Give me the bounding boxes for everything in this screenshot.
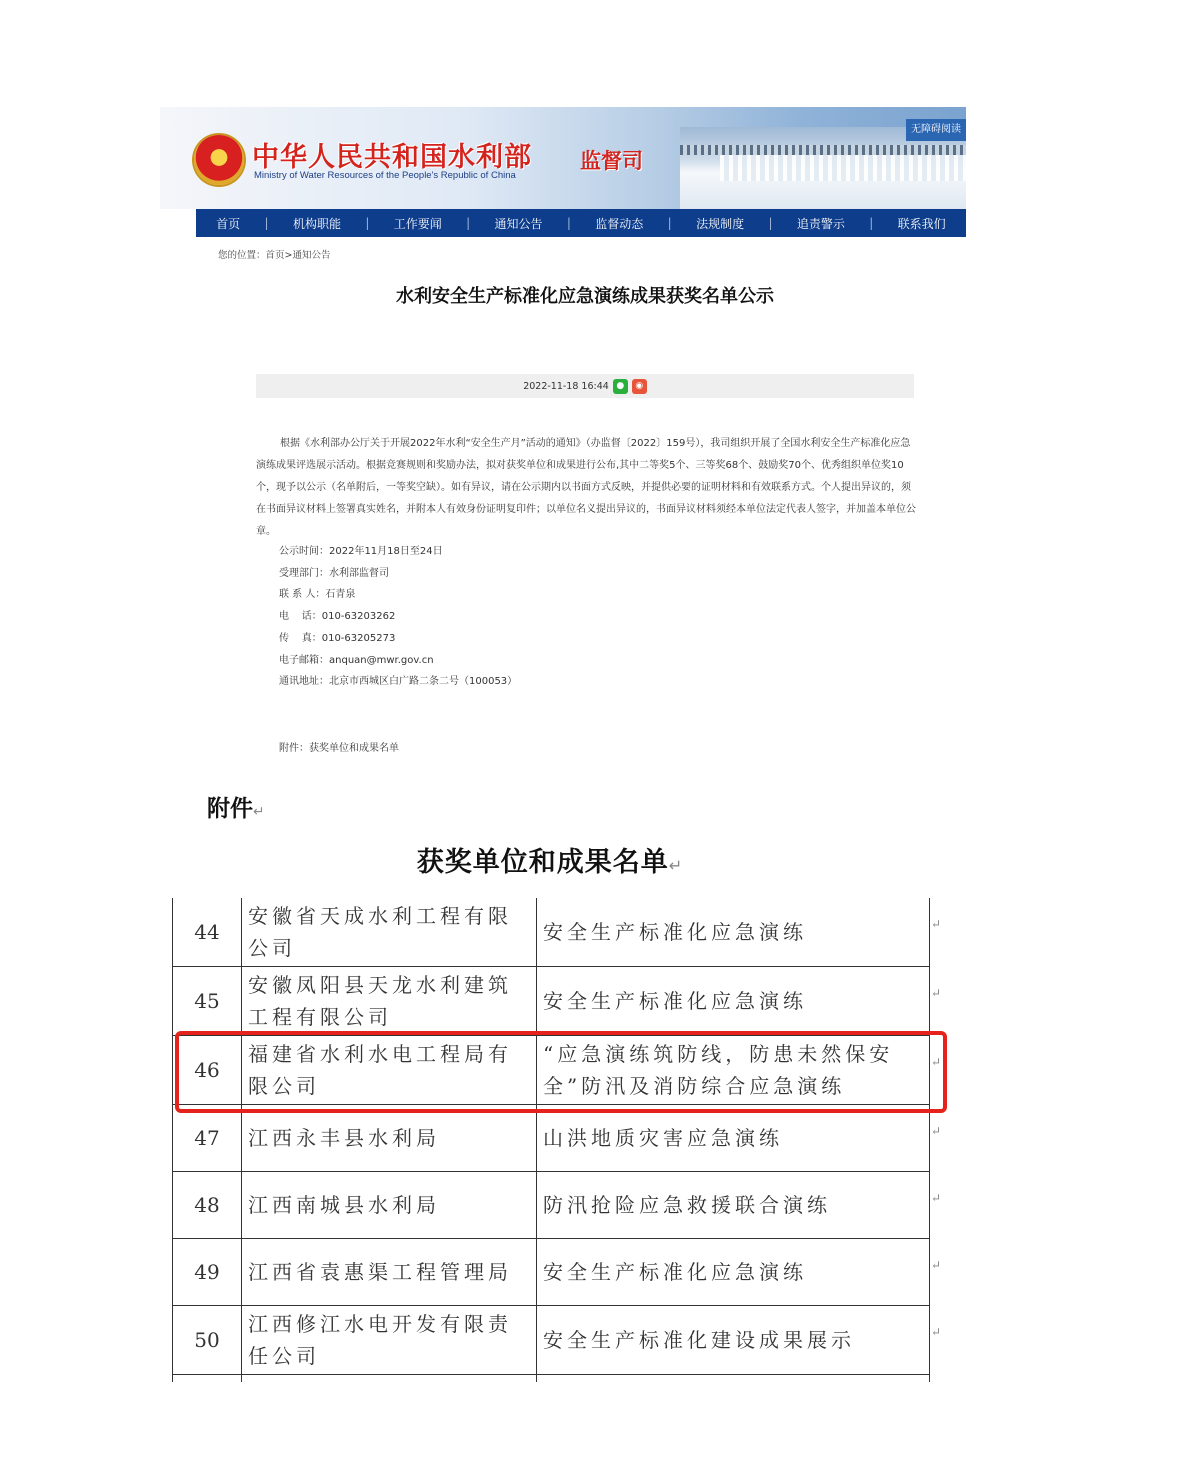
attachment-link[interactable]: 附件：获奖单位和成果名单 [279, 743, 399, 754]
paragraph-mark-icon: ↵ [253, 804, 265, 820]
paragraph-mark-icon: ↵ [668, 856, 684, 875]
info-fax: 传 真：010-63205273 [279, 632, 396, 644]
row-achievement-text: 安全生产标准化应急演练 [543, 920, 807, 944]
nav-item-accountability[interactable]: 追责警示 [796, 216, 845, 231]
nav-item-notices[interactable]: 通知公告 [494, 216, 543, 231]
contact-info-list [279, 541, 517, 693]
row-number: 45 [173, 967, 242, 1036]
row-end-mark-icon: ↵ [930, 986, 945, 1000]
table-row [173, 1105, 930, 1172]
article-body [256, 433, 916, 543]
article-meta-bar [256, 374, 914, 398]
row-achievement [537, 898, 945, 967]
row-end-mark-icon: ↵ [930, 1055, 945, 1069]
info-email: 电子邮箱：anquan@mwr.gov.cn [279, 654, 434, 666]
attachment-label-text: 附件 [207, 796, 253, 822]
nav-separator: | [869, 216, 874, 230]
article-paragraph: 根据《水利部办公厅关于开展2022年水利“安全生产月”活动的通知》（办监督〔2022〕159号），我司组织开展了全国水利安全生产标准化应急演练成果评选展示活动。根据竞赛规则和奖励办法，拟对获奖单位和成果进行公布,其中二等奖5个、三等奖68个、鼓励奖70个、优秀组织单位奖10个，现予以公示（名单附后，一等奖空缺）。如有异议，请在公示期内以书面方式反映，并提供必要的证明材料和有效联系方式。个人提出异议的，须在书面异议材料上签署真实姓名，并附本人有效身份证明复印件；以单位名义提出异议的，书面异议材料须经本单位法定代表人签字，并加盖本单位公章。 [256, 438, 916, 537]
nav-item-home[interactable]: 首页 [216, 216, 241, 231]
table-row [173, 1306, 930, 1375]
info-contact-person: 联 系 人：石青泉 [279, 589, 356, 601]
publish-datetime: 2022-11-18 16:44 [523, 380, 609, 392]
row-unit: 安徽省天成水利工程有限公司 [242, 898, 537, 967]
weibo-share-icon[interactable]: ◉ [632, 379, 647, 394]
info-publicity-period: 公示时间：2022年11月18日至24日 [279, 546, 443, 557]
row-unit: 江西省袁惠渠工程管理局 [242, 1239, 537, 1306]
row-number: 46 [173, 1036, 242, 1105]
main-nav [196, 209, 966, 237]
row-achievement [537, 967, 945, 1036]
table-row [173, 1239, 930, 1306]
nav-item-supervision[interactable]: 监督动态 [595, 216, 644, 231]
row-end-mark-icon: ↵ [930, 1258, 945, 1272]
attachment-title [200, 840, 900, 879]
row-achievement-text: 安全生产标准化建设成果展示 [543, 1328, 855, 1352]
nav-separator: | [566, 216, 571, 230]
row-number: 50 [173, 1306, 242, 1375]
row-achievement [537, 1239, 945, 1306]
nav-item-functions[interactable]: 机构职能 [292, 216, 341, 231]
table-row [173, 1036, 930, 1105]
table-row [173, 1172, 930, 1239]
row-number: 48 [173, 1172, 242, 1239]
breadcrumb [218, 247, 331, 261]
nav-separator: | [768, 216, 773, 230]
row-achievement-text: 防汛抢险应急救援联合演练 [543, 1193, 831, 1217]
nav-item-news[interactable]: 工作要闻 [393, 216, 442, 231]
row-achievement-text: 安全生产标准化应急演练 [543, 1260, 807, 1284]
row-number: 47 [173, 1105, 242, 1172]
nav-item-regulations[interactable]: 法规制度 [696, 216, 745, 231]
row-number: 49 [173, 1239, 242, 1306]
row-unit: 江西修江水电开发有限责任公司 [242, 1306, 537, 1375]
row-achievement [537, 1036, 945, 1105]
site-banner [160, 107, 966, 209]
info-department: 受理部门：水利部监督司 [279, 567, 389, 579]
breadcrumb-home-link[interactable]: 首页 [265, 250, 285, 261]
attachment-label [207, 790, 265, 823]
row-achievement [537, 1172, 945, 1239]
nav-separator: | [667, 216, 672, 230]
row-end-mark-icon: ↵ [930, 1325, 945, 1339]
row-unit: 安徽凤阳县天龙水利建筑工程有限公司 [242, 967, 537, 1036]
breadcrumb-separator: > [284, 250, 293, 261]
site-subtitle-en: Ministry of Water Resources of the People's Republic of China [254, 170, 516, 181]
info-phone: 电 话：010-63203262 [279, 611, 396, 623]
site-title[interactable]: 中华人民共和国水利部 [252, 142, 532, 173]
nav-separator: | [365, 216, 370, 230]
award-table [172, 898, 945, 1375]
row-end-mark-icon: ↵ [930, 1124, 945, 1138]
row-end-mark-icon: ↵ [930, 917, 945, 931]
row-achievement-text: 安全生产标准化应急演练 [543, 989, 807, 1013]
breadcrumb-current-link[interactable]: 通知公告 [292, 250, 331, 261]
department-name: 监督司 [580, 148, 643, 173]
national-emblem-icon [194, 135, 244, 185]
nav-item-contact[interactable]: 联系我们 [897, 216, 946, 231]
wechat-share-icon[interactable]: ● [613, 379, 628, 394]
row-achievement-text: “应急演练筑防线，防患未然保安全”防汛及消防综合应急演练 [543, 1042, 894, 1098]
table-row [173, 898, 930, 967]
nav-separator: | [264, 216, 269, 230]
row-unit: 江西永丰县水利局 [242, 1105, 537, 1172]
row-achievement-text: 山洪地质灾害应急演练 [543, 1126, 783, 1150]
table-continuation [172, 1374, 930, 1382]
row-unit: 福建省水利水电工程局有限公司 [242, 1036, 537, 1105]
nav-separator: | [466, 216, 471, 230]
breadcrumb-label: 您的位置： [218, 250, 266, 261]
article-title: 水利安全生产标准化应急演练成果获奖名单公示 [396, 286, 774, 307]
row-unit: 江西南城县水利局 [242, 1172, 537, 1239]
row-end-mark-icon: ↵ [930, 1191, 945, 1205]
row-number: 44 [173, 898, 242, 967]
attachment-title-text: 获奖单位和成果名单 [416, 847, 669, 878]
row-achievement [537, 1105, 945, 1172]
info-address: 通讯地址：北京市西城区白广路二条二号（100053） [279, 676, 518, 688]
accessibility-button[interactable]: 无障碍阅读 [906, 119, 966, 141]
table-row [173, 967, 930, 1036]
row-achievement [537, 1306, 945, 1375]
